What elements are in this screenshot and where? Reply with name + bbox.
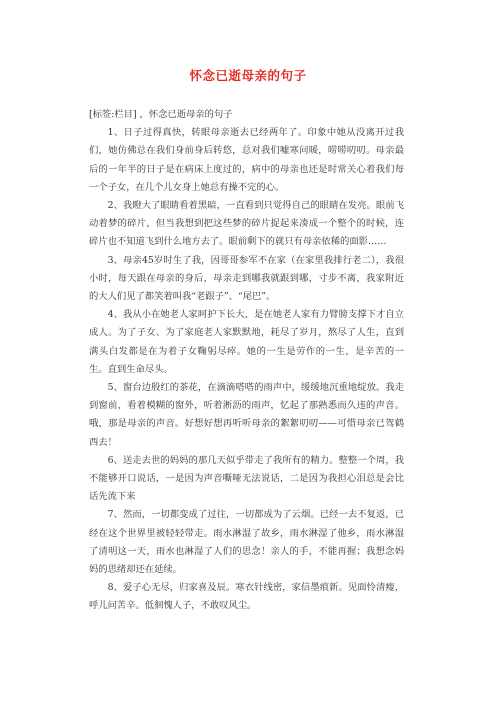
paragraph-8: 8、爱子心无尽，归家喜及辰。寒衣针线密，家信墨痕新。见面怜清瘦，呼儿问苦辛。低徊愧人子，不敢叹风尘。 [89,582,404,612]
article-body [89,106,404,616]
paragraph-4: 4、我从小在她老人家呵护下长大，是在她老人家有力臂膀支撑下才自立成人。为了子女、为了家庭老人家默默地，耗尽了岁月，熬尽了人生，直到满头白发都是在为着子女鞠躬尽瘁。她的一生是劳作的一生，是辛苦的一生。直到生命尽头。 [89,309,404,375]
paragraph-1: 1、日子过得真快，转眼母亲逝去已经两年了。印象中她从没离开过我们，她仿佛总在我们身前身后转悠，总对我们嘘寒问暖，唠唠叨叨。母亲最后的一年半的日子是在病床上度过的，病中的母亲也还是时常关心着我们每一个子女，在几个儿女身上她总有操不完的心。 [89,127,404,193]
page-title: 怀念已逝母亲的句子 [189,68,307,83]
paragraph-5: 5、窗台边殷红的茶花，在滴滴嗒嗒的雨声中，缓缓地沉重地绽放。我走到窗前，看着模糊的窗外，听着淅沥的雨声，忆起了那熟悉而久违的声音。哦，那是母亲的声音。好想好想再听听母亲的絮絮叨叨——可惜母亲已驾鹤西去！ [89,382,404,448]
paragraph-7: 7、然而，一切都变成了过往，一切都成为了云烟。已经一去不复返，已经在这个世界里被轻轻带走。雨水淋湿了故乡，雨水淋湿了他乡，雨水淋湿了清明这一天，雨水也淋湿了人们的思念！亲人的手，不能再握；我想念妈妈的思绪却还在延续。 [89,509,404,576]
paragraph-6: 6、送走去世的妈妈的那几天似乎带走了我所有的精力。整整一个周，我不能够开口说话，一是因为声音嘶哑无法说话，二是因为我担心泪总是会比话先流下来 [89,454,404,503]
paragraph-3: 3、母亲45岁时生了我，因哥哥参军不在家（在家里我排行老二），我很小时，每天跟在母亲的身后，母亲走到哪我就跟到哪，寸步不离，我家附近的大人们见了都笑着叫我“老跟子”、“尾巴”。 [89,254,404,303]
tag-line: [标签:栏目] ，怀念已逝母亲的句子 [89,109,233,120]
paragraph-2: 2、我瞪大了眼睛看着黑暗，一直看到只觉得自己的眼睛在发亮。眼前飞动着梦的碎片，但当我想到把这些梦的碎片捉起来凑成一个整个的时候，连碎片也不知道飞到什么地方去了。眼前剩下的就只有母亲依稀的面影…… [89,200,404,248]
